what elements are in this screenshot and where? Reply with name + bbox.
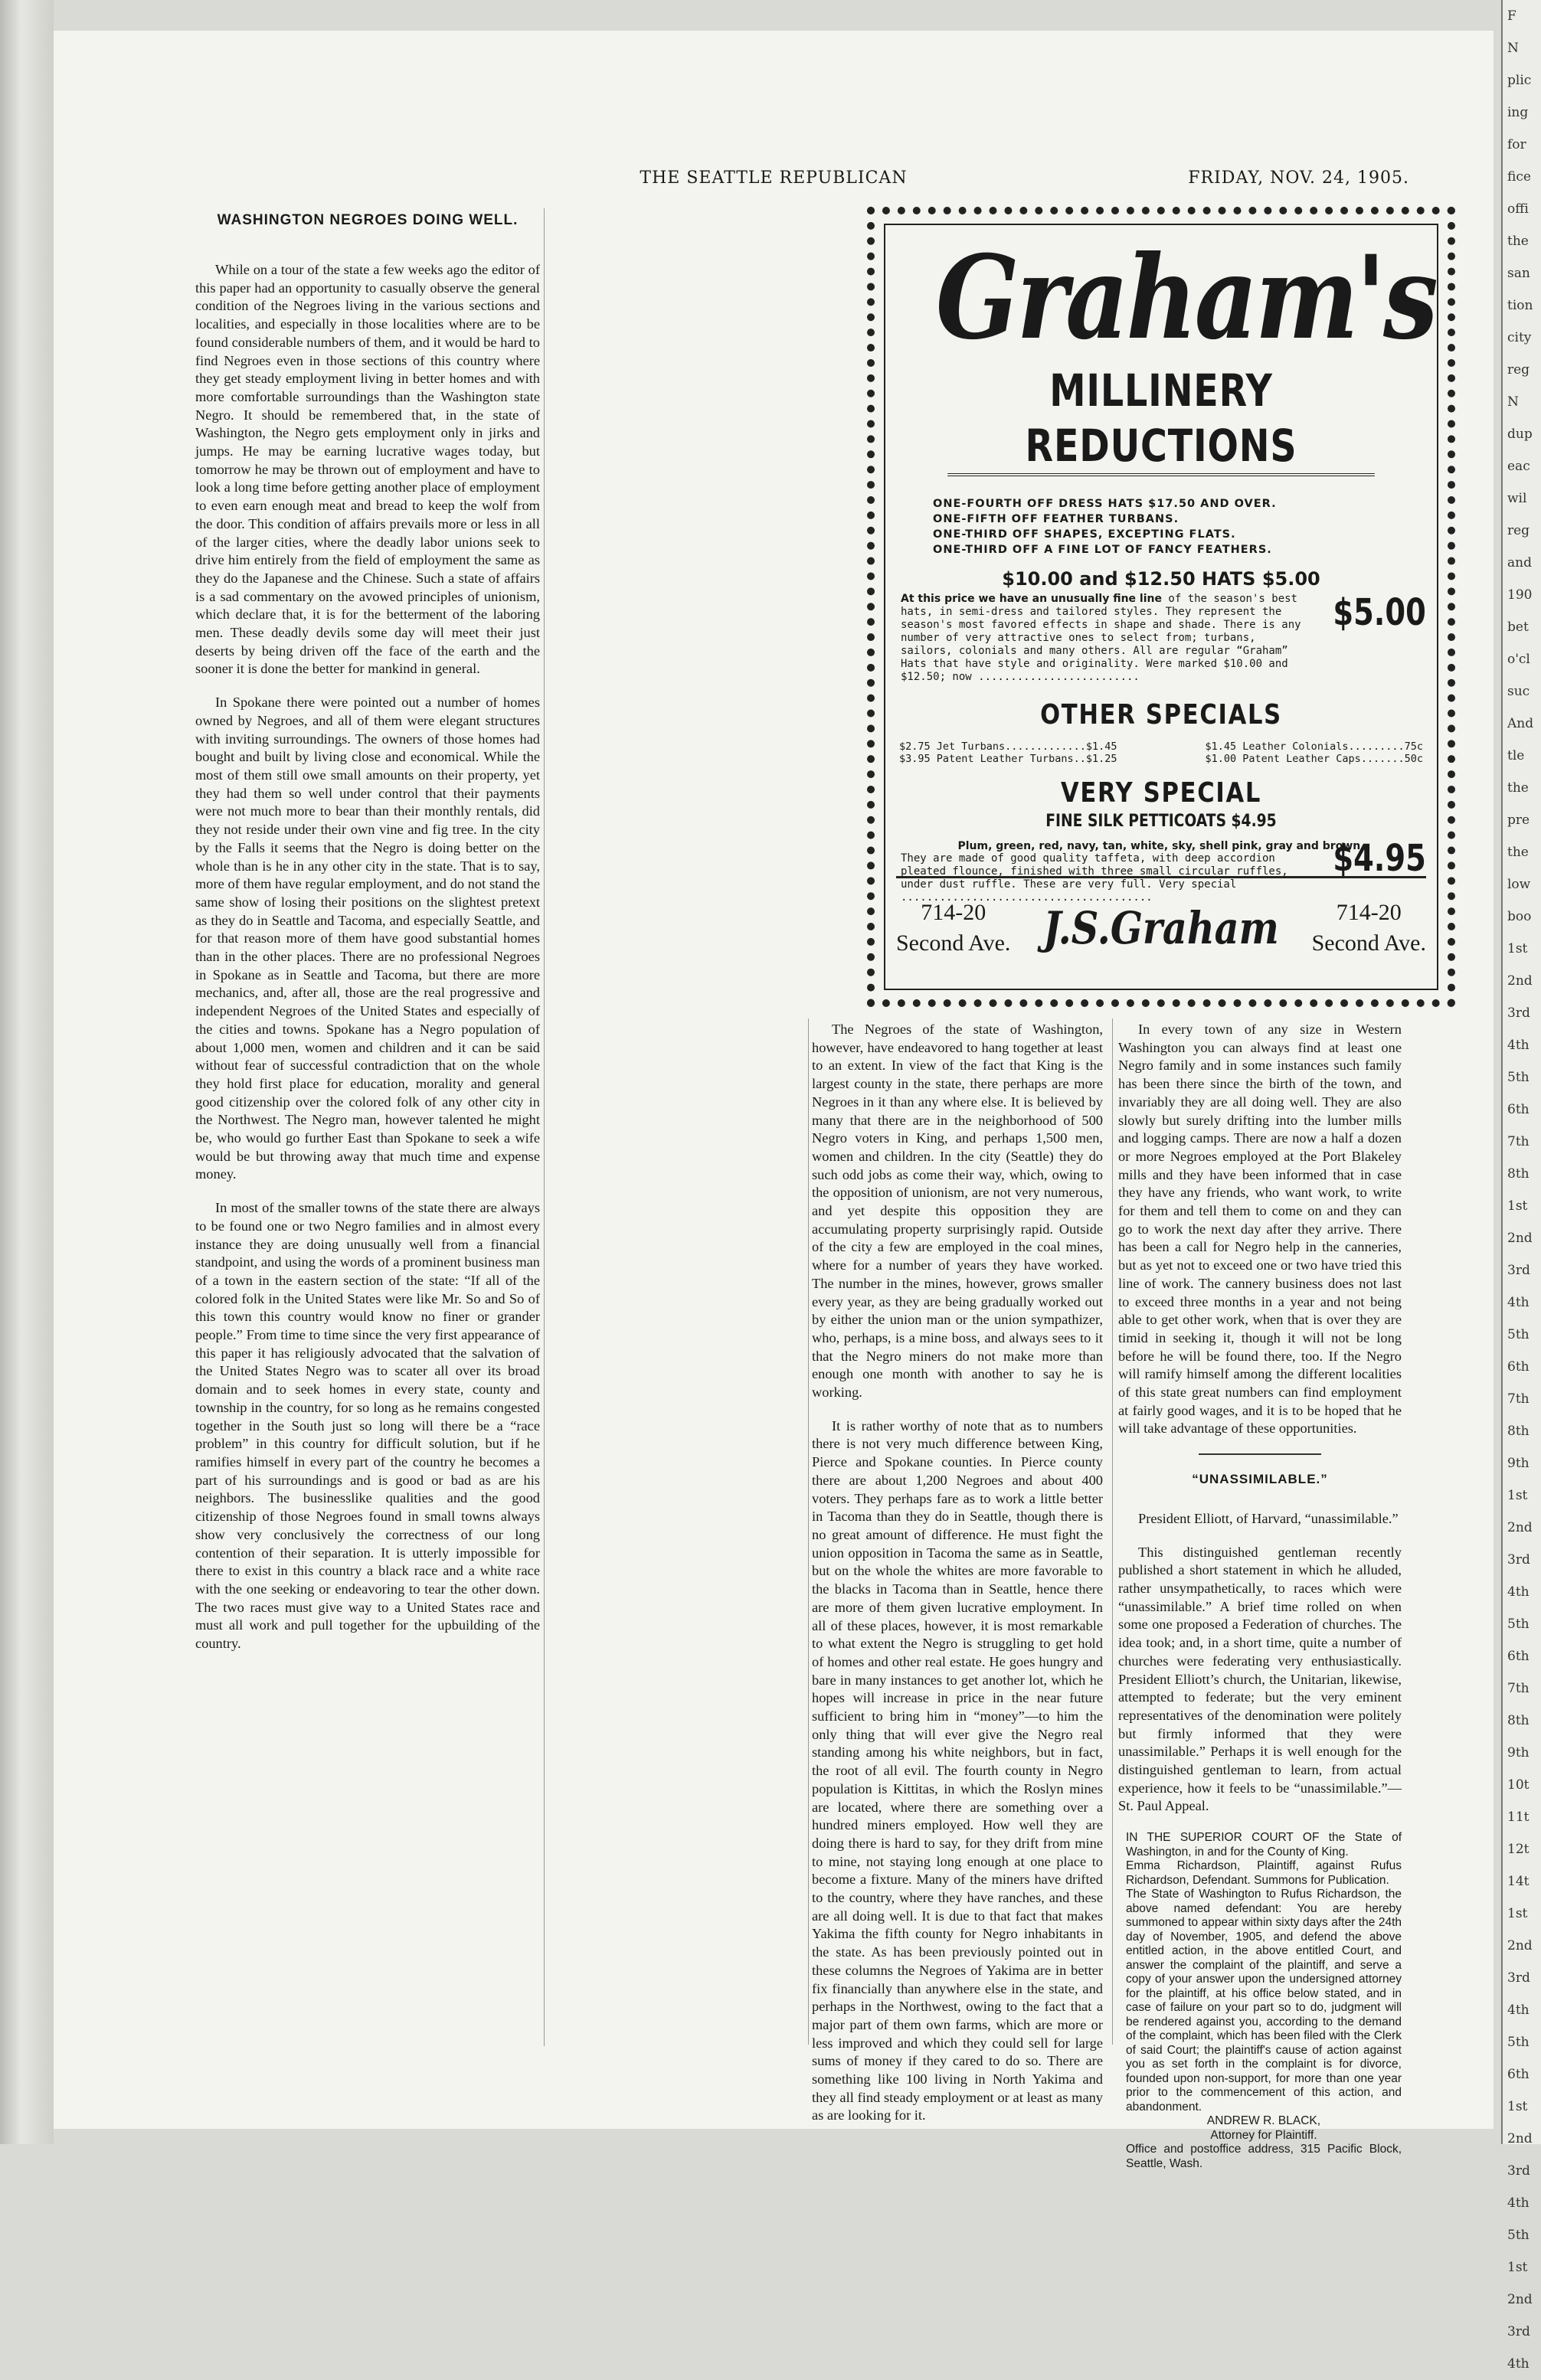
article-headline: “UNASSIMILABLE.” [1192,1472,1328,1487]
strip-fragment: dup [1507,427,1533,442]
specials-list [899,740,1423,765]
special-item: $2.75 Jet Turbans.............$1.45 [899,740,1117,753]
article-paragraph: The Negroes of the state of Washington, however, have endeavored to hang together at least to an extent. In view of the fact that King is the largest county in the state, there perhaps are more Negroes in it than any where else. It is believed by many that there are in the neighborhood of 500 Negro voters in King, and perhaps 1,500 men, women and children. In the city (Seattle) they do such odd jobs as come their way, which, owing to the opposition of unionism, are not very numerous, and yet despite this opposition they are accumulating property surprisingly rapid. Outside of the city a few are employed in the coal mines, where for a number of years they have worked. The number in the mines, however, grows smaller every year, as they are being gradually worked out by either the union man or the union sympathizer, who, perhaps, is a mine boss, and always sees to it that the Negro miners do not make more than enough one month with another to say he is working. [812,1022,1103,1401]
strip-fragment: 6th [1507,1649,1530,1664]
petticoat-colors: Plum, green, red, navy, tan, white, sky, shell pink, gray and brown. [957,840,1365,852]
article-column-4 [1118,1021,1402,2170]
hat-price-heading: $10.00 and $12.50 HATS $5.00 [1002,568,1320,590]
strip-fragment: 4th [1507,2195,1530,2211]
ad-headline: MILLINERY REDUCTIONS [947,363,1375,476]
strip-fragment: 3rd [1507,2324,1530,2339]
article-paragraph: In every town of any size in Western Washington you can always find at least one Negro family and in some instances such family has been there since the birth of the town, and invariably they are all doing well. They are also slowly but surely drifting into the lumber mills and logging camps. There are now a half a dozen or more Negroes employed at the Port Blakeley mills and they have been informed that in case they have any friends, who want work, to write for them and tell them to come on and they can go to work the next day after they arrive. There has been a call for Negro help in the canneries, but as yet not to exceed one or two have tried this line of work. The cannery business does not last to exceed three months in a year and not being able to get other work, when that is over they are timid in seeking it, though it will not be long before he will be found there, too. If the Negro will ramify himself among the different localities of this state great numbers can find employment at fairly good wages, and it is to be hoped that he will take advantage of these opportunities. [1118,1022,1402,1437]
strip-fragment: san [1507,266,1530,281]
strip-fragment: 1st [1507,1488,1528,1503]
strip-fragment: o'cl [1507,652,1530,667]
strip-fragment: 6th [1507,1102,1530,1117]
legal-role: Attorney for Plaintiff. [1210,2128,1317,2142]
strip-fragment: N [1507,41,1519,56]
article-paragraph: It is rather worthy of note that as to numbers there is not very much difference between King, Pierce and Spokane counties. In Pierce county there are about 1,200 Negroes and about 400 voters. They perhaps fare as to work a little better in Tacoma than they do in Seattle, though there is no great amount of difference. He must fight the union opposition in Tacoma the same as in Seattle, but on the whole the whites are more favorable to the blacks in Tacoma than in Seattle, hence there are more of them given lucrative employment. In all of these places, however, it is most remarkable to what extent the Negro is struggling to get hold of homes and other real estate. He goes hungry and bare in many instances to get another lot, which he hopes will increase in price in the near future sufficient to bring him in “money”—to him the only thing that will ever give the Negro real standing among his white neighbors, but in fact, the root of all evil. The fourth county in Negro population is Kittitas, in which the Roslyn mines are located, where there are something over a hundred miners employed. How well they are doing there is hard to say, for they drift from mine to mine, not staying long enough at one place to become a fixture. Many of the miners have drifted to the country, where they have ranches, and these are all doing well. It is due to that fact that makes Yakima the fifth county for Negro inhabitants in the state. As has been previously pointed out in these columns the Negroes of Yakima are in better fix financially than anywhere else in the state, and perhaps in the Northwest, owing to the fact that a major part of them own farms, which are more or less improved and which they could sell for large sums of money if they cared to do so. There are something like 100 living in North Yakima and they all find steady employment or at least as many as are looking for it. [812,1417,1103,2123]
discount-item: ONE-FOURTH OFF DRESS HATS $17.50 AND OVER. [933,498,1277,510]
strip-fragment: plic [1507,73,1532,88]
strip-fragment: 7th [1507,1391,1530,1407]
strip-fragment: low [1507,877,1531,892]
strip-fragment: reg [1507,362,1530,378]
discount-item: ONE-THIRD OFF A FINE LOT OF FANCY FEATHERS. [933,544,1272,556]
strip-fragment: ing [1507,105,1529,120]
article-column-2 [546,211,837,2048]
strip-fragment: boo [1507,909,1532,924]
brand-logo: Graham's [935,230,1436,365]
address-number: 714-20 [1336,900,1402,925]
strip-fragment: 9th [1507,1456,1530,1471]
strip-fragment: And [1507,716,1534,731]
store-address-right [1312,897,1426,959]
strip-fragment: 5th [1507,1070,1530,1085]
strip-fragment: 5th [1507,1327,1530,1342]
strip-fragment: 1st [1507,941,1528,956]
legal-parties: Emma Richardson, Plaintiff, against Rufus Richardson, Defendant. Summons for Publication. [1126,1859,1402,1887]
article-column-1 [195,211,540,2048]
hat-text: of the season's best hats, in semi-dress and tailored styles. They represent the season's most favored effects in shape and shade. There is any number of very attractive ones to select from; turbans, sailors, colonials and many others. All are regular “Graham” Hats that have style and originality. Were marked $10.00 and $12.50; now ......................... [901,593,1301,683]
column-rule [544,208,545,2046]
strip-fragment: reg [1507,523,1530,538]
strip-fragment: 7th [1507,1681,1530,1696]
legal-court: IN THE SUPERIOR COURT OF the State of Washington, in and for the County of King. [1126,1831,1402,1859]
strip-fragment: 8th [1507,1166,1530,1182]
strip-fragment: 3rd [1507,1552,1530,1568]
article-paragraph: In Spokane there were pointed out a number of homes owned by Negroes, and all of them were elegant structures with inviting surroundings. The owners of those homes had bought and built by living close and economical. While the most of them still owe small amounts on their property, yet they had them so well under control that their payments were not much more to bear than their monthly rentals, did they not reside under their own vine and fig tree. In the city by the Falls it seems that the Negro is doing better on the whole than is he in any other city in the state. That is to say, more of them have regular employment, and do not stand the same show of losing their positions on the slightest pretext as they do in Seattle and Tacoma, and especially Seattle, and for that reason more of them have good substantial homes than in the other places. There are no professional Negroes in Spokane as in Seattle and Tacoma, but there are more mechanics, and, after all, those are the real progressive and independent Negroes of the United States and especially of the cities and towns. Spokane has a Negro population of about 1,000 men, women and children and it can be said without fear of successful contradiction that on the whole they hold first place for education, morality and general good citizenship over the colored folk of any other city in the Northwest. The Negro man, however talented he might be, who would go further East than Spokane to seek a wife would be but throwing away that much time and expense money. [195,695,540,1182]
strip-fragment: offi [1507,201,1529,217]
section-divider [1199,1453,1321,1455]
strip-fragment: fice [1507,169,1531,185]
strip-fragment: the [1507,845,1529,860]
strip-fragment: 4th [1507,1038,1530,1053]
strip-fragment: 1st [1507,2099,1528,2114]
strip-fragment: tion [1507,298,1533,313]
store-address-left [896,897,1010,959]
page-header [54,168,1494,191]
ad-inner-frame [884,224,1438,990]
petticoat-text: They are made of good quality taffeta, with deep accordion pleated flounce, finished with three small circular ruffles, under dust ruffle. These are very full. Very special ....................................... [901,852,1288,904]
strip-fragment: 3rd [1507,1005,1530,1021]
strip-fragment: 4th [1507,2002,1530,2018]
strip-fragment: N [1507,394,1519,410]
article-paragraph: In most of the smaller towns of the state there are always to be found one or two Negro families and in almost every instance they are doing unusually well from a financial standpoint, and using the words of a prominent business man of a town in the eastern section of the state: “If all of the colored folk in the United States were like Mr. So and So of this town this country would know no finer or grander people.” From time to time since the very first appearance of this paper it has religiously advocated that the salvation of the United States Negro was to scater all over its broad domain and to seek homes in every state, county and township in the country, for so long as he remains congested together in the South just so long will there be a “race problem” in this country for difficult solution, but if he ramifies himself in every part of the country he becomes a part of his surroundings and is good or bad as are his neighbors. The businesslike qualities and the good citizenship of those Negroes found in small towns always show very conclusively the correctness of our long contention of their separation. It is utterly impossible for there to exist in this country a black race and a white race with the one seeking or endeavoring to tear the other down. The two races must give way to a United States race and must all work and pull together for the upbuilding of the country. [195,1200,540,1652]
strip-fragment: 12t [1507,1842,1530,1857]
strip-fragment: 8th [1507,1424,1530,1439]
very-special-title: VERY SPECIAL [1060,777,1262,809]
page-binding-edge [0,0,54,2144]
address-street: Second Ave. [896,930,1011,956]
hat-lead: At this price we have an unusually fine line [901,593,1162,605]
strip-fragment: 3rd [1507,1263,1530,1278]
article-paragraph: This distinguished gentleman recently published a short statement in which he alluded, rather unsympathetically, to races which were “unassimilable.” A brief time rolled on when some one proposed a Federation of churches. The idea took; and, in a short time, quite a number of churches were federating very enthusiastically. President Elliott’s church, the Unitarian, likewise, attempted to federate; but the very eminent representatives of the denomination were politely but firmly informed that they were unassimilable.” Perhaps it is well enough for the distinguished gentleman to learn, from actual experience, how it feels to be “unassimilable.”—St. Paul Appeal. [1118,1544,1402,1814]
strip-fragment: 2nd [1507,2292,1533,2307]
strip-fragment: 4th [1507,1584,1530,1600]
strip-fragment: and [1507,555,1532,570]
strip-fragment: 2nd [1507,973,1533,989]
strip-fragment: the [1507,234,1529,249]
strip-fragment: 8th [1507,1713,1530,1728]
specials-right [1206,740,1423,765]
grahams-advertisement [867,207,1455,1007]
legal-notice [1118,1831,1402,2171]
other-specials-title: OTHER SPECIALS [1040,699,1282,731]
strip-fragment: 6th [1507,1359,1530,1375]
adjacent-page-strip [1501,0,1541,2372]
strip-fragment: tle [1507,748,1525,763]
strip-fragment: 11t [1507,1810,1530,1825]
discount-item: ONE-THIRD OFF SHAPES, EXCEPTING FLATS. [933,528,1236,541]
strip-fragment: 5th [1507,2035,1530,2050]
article-headline: WASHINGTON NEGROES DOING WELL. [217,212,519,228]
newspaper-page [54,31,1494,2170]
strip-fragment: 1st [1507,2260,1528,2275]
strip-fragment: 6th [1507,2067,1530,2082]
strip-fragment: 9th [1507,1745,1530,1760]
strip-fragment: suc [1507,684,1530,699]
special-item: $1.45 Leather Colonials.........75c [1205,740,1423,753]
column-rule [1112,1018,1113,2045]
strip-fragment: 2nd [1507,1231,1533,1246]
strip-fragment: bet [1507,620,1529,635]
strip-fragment: 14t [1507,1874,1530,1889]
hat-price: $5.00 [1333,591,1426,634]
special-item: $1.00 Patent Leather Caps.......50c [1205,753,1423,765]
article-column-3 [812,1021,1103,2123]
issue-date: FRIDAY, NOV. 24, 1905. [1188,168,1409,188]
strip-fragment: 5th [1507,2228,1530,2243]
strip-fragment: 3rd [1507,2163,1530,2179]
discount-item: ONE-FIFTH OFF FEATHER TURBANS. [933,513,1179,525]
strip-fragment: city [1507,330,1532,345]
discount-list [896,496,1426,557]
graham-signature: J.S.Graham [1043,902,1279,954]
strip-fragment: 7th [1507,1134,1530,1149]
address-street: Second Ave. [1311,930,1426,956]
strip-fragment: 2nd [1507,1938,1533,1953]
masthead-title: THE SEATTLE REPUBLICAN [640,168,908,188]
strip-fragment: 190 [1507,587,1533,603]
strip-fragment: 5th [1507,1617,1530,1632]
petticoat-price: $4.95 [1333,837,1426,880]
strip-fragment: pre [1507,812,1530,828]
article-paragraph: While on a tour of the state a few weeks ago the editor of this paper had an opportunity to casually observe the general condition of the Negroes living in the various sections and localities, and especially in those localities where are to be found considerable numbers of them, and it would be hard to find Negroes even in those sections of this country where they get steady employment living in better homes and with more comfortable surroundings than the Washington state Negro. It should be remembered that, in the state of Washington, the Negro gets employment only in jirks and jumps. He may be earning lucrative wages today, but tomorrow he may be thrown out of employment and have to look a long time before getting another place of employment to even earn enough meat and bread to keep the wolf from the door. This condition of affairs prevails more or less in all of the larger cities, where the deadly labor unions seek to drive him entirely from the field of employment the same as they do the Japanese and the Chinese. Such a state of affairs is a sad commentary on the avowed principles of unionism, which declare that, it is for the betterment of the laboring men. These deadly devils some day will meet their just deserts by being driven off the face of the earth and the sooner it is done the better for mankind in general. [195,262,540,677]
hat-description [901,593,1426,684]
strip-fragment: eac [1507,459,1530,474]
strip-fragment: 10t [1507,1777,1530,1793]
strip-fragment: the [1507,780,1529,796]
special-item: $3.95 Patent Leather Turbans..$1.25 [899,753,1117,765]
strip-fragment: 1st [1507,1198,1528,1214]
legal-body: The State of Washington to Rufus Richardson, the above named defendant: You are hereby summoned to appear within sixty days after the 24th day of November, 1905, and defend the above entitled action, in the above entitled Court, and answer the complaint of the plaintiff, and serve a copy of your answer upon the undersigned attorney for the plaintiff, at his office below stated, and in case of failure on your part so to do, judgment will be rendered against you, according to the demand of the complaint, which has been filed with the Clerk of said Court; the plaintiff's cause of action against you as set forth in the complaint is for divorce, founded upon non-support, for more than one year prior to the commencement of this action, and abandonment. [1126,1888,1402,2114]
strip-fragment: 2nd [1507,1520,1533,1535]
strip-fragment: for [1507,137,1526,152]
strip-fragment: 1st [1507,1906,1528,1921]
strip-fragment: wil [1507,491,1527,506]
strip-fragment: 2nd [1507,2131,1533,2146]
ad-footer [896,876,1426,978]
strip-fragment: 3rd [1507,1970,1530,1986]
strip-fragment: F [1507,8,1516,24]
article-paragraph: President Elliott, of Harvard, “unassimilable.” [1138,1510,1399,1526]
address-number: 714-20 [921,900,986,925]
legal-office: Office and postoffice address, 315 Pacific Block, Seattle, Wash. [1126,2143,1402,2170]
specials-left [899,740,1117,765]
petticoat-heading: FINE SILK PETTICOATS $4.95 [1045,812,1277,831]
legal-attorney: ANDREW R. BLACK, [1206,2114,1321,2128]
strip-fragment: 4th [1507,1295,1530,1310]
strip-fragment: 4th [1507,2356,1530,2372]
